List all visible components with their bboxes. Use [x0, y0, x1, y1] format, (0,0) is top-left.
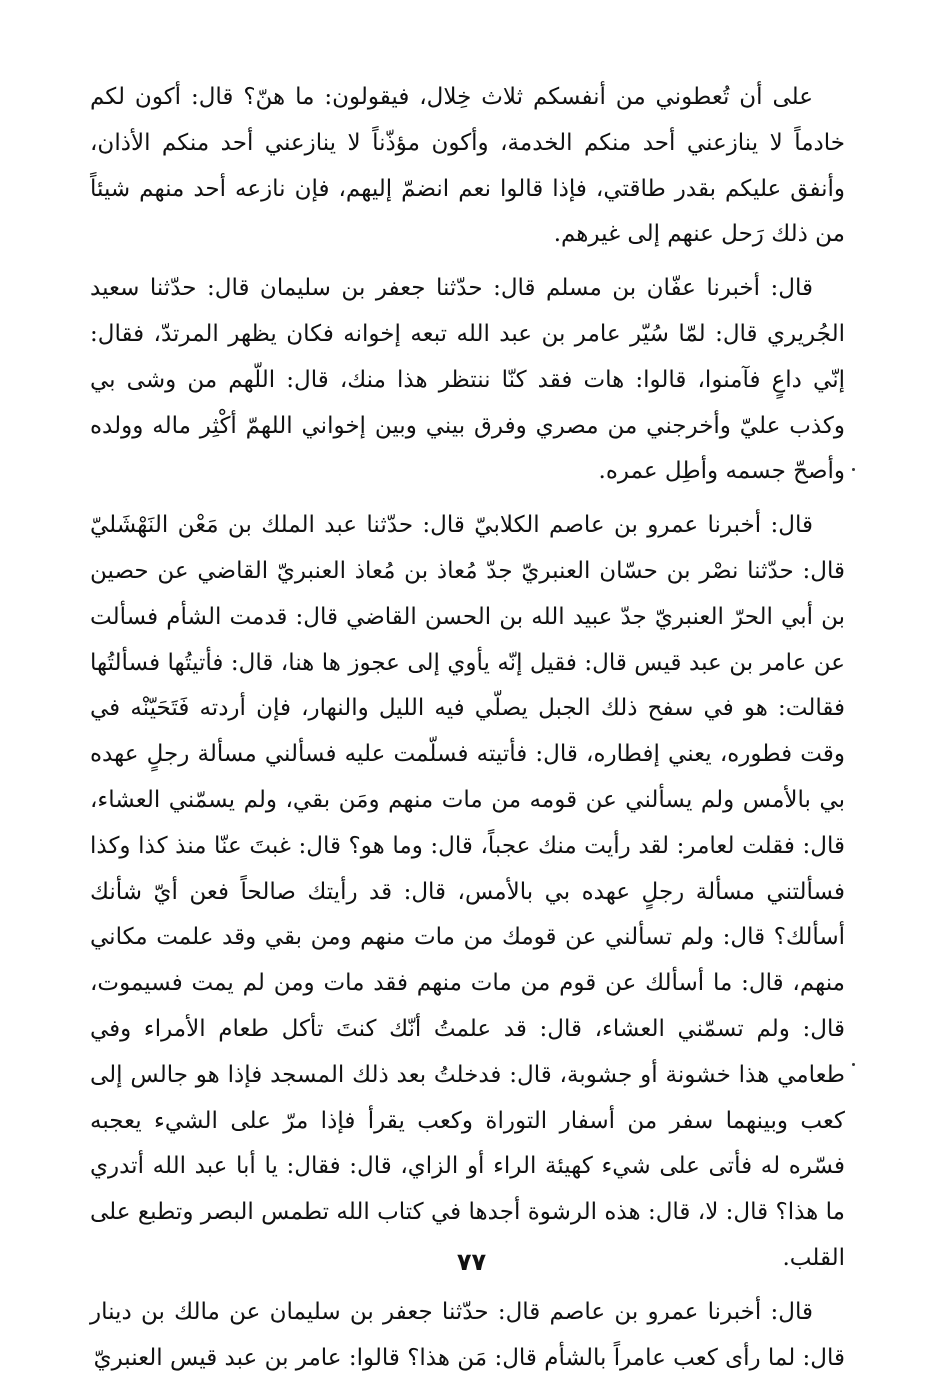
page-number: ٧٧: [456, 1248, 487, 1276]
paragraph-1: على أن تُعطوني من أنفسكم ثلاث خِلال، فيقولون: ما هنّ؟ قال: أكون لكم خادماً لا ينازعني أحد منكم الخدمة، وأكون مؤذّناً لا ينازعني أحد منكم الأذان، وأنفق عليكم بقدر طاقتي، فإذا قالوا نعم انضمّ إليهم، فإن نازعه أحد منهم شيئاً من ذلك رَحل عنهم إلى غيرهم.: [90, 84, 845, 248]
page-body: [90, 75, 845, 1381]
paragraph-4: قال: أخبرنا عمرو بن عاصم قال: حدّثنا جعفر بن سليمان عن مالك بن دينار قال: لما رأى كعب عامراً بالشأم قال: مَن هذا؟ قالوا: عامر بن عبد قيس العنبريّ: [90, 1298, 845, 1371]
scan-speck: [852, 468, 855, 471]
scan-speck: [852, 1063, 855, 1066]
paragraph-2: قال: أخبرنا عفّان بن مسلم قال: حدّثنا جعفر بن سليمان قال: حدّثنا سعيد الجُريري قال: لمّا سُيّر عامر بن عبد الله تبعه إخوانه فكان يظهر المرتدّ، فقال: إنّي داعٍ فآمنوا، قالوا: هات فقد كنّا ننتظر هذا منك، قال: اللّهم من وشى بي وكذب عليّ وأخرجني من مصري وفرق بيني وبين إخواني اللهمّ أكْثِر ماله وولده وأصحّ جسمه وأطِل عمره.: [90, 275, 845, 485]
paragraph-3: قال: أخبرنا عمرو بن عاصم الكلابيّ قال: حدّثنا عبد الملك بن مَعْن النَهْشَليّ قال: حدّثنا نصْر بن حسّان العنبريّ جدّ مُعاذ بن مُعاذ العنبريّ القاضي عن حصين بن أبي الحرّ العنبريّ جدّ عبيد الله بن الحسن القاضي قال: قدمت الشأم فسألت عن عامر بن عبد قيس قال: فقيل إنّه يأوي إلى عجوز ها هنا، قال: فأتيتُها فسألتُها فقالت: هو في سفح ذلك الجبل يصلّي فيه الليل والنهار، فإن أردته فَتَحَيّنْه في وقت فطوره، يعني إفطاره، قال: فأتيته فسلّمت عليه فسألني مسألة رجلٍ عهده بي بالأمس ولم يسألني عن قومه من مات منهم ومَن بقي، ولم يسمّني العشاء، قال: فقلت لعامر: لقد رأيت منك عجباً، قال: وما هو؟ قال: غبتَ عنّا منذ كذا وكذا فسألتني مسألة رجلٍ عهده بي بالأمس، قال: قد رأيتك صالحاً فعن أيّ شأنك أسألك؟ قال: ولم تسألني عن قومك من مات منهم ومن بقي وقد علمت مكاني منهم، قال: ما أسألك عن قوم من مات منهم فقد مات ومن لم يمت فسيموت، قال: ولم تسمّني العشاء، قال: قد علمتُ أنّك كنتَ تأكل طعام الأمراء وفي طعامي هذا خشونة أو جشوبة، قال: فدخلتُ بعد ذلك المسجد فإذا هو جالس إلى كعب وبينهما سفر من أسفار التوراة وكعب يقرأ فإذا مرّ على الشيء يعجبه فسّره له فأتى على شيء كهيئة الراء أو الزاي، قال: فقال: يا أبا عبد الله أتدري ما هذا؟ قال: لا، قال: هذه الرشوة أجدها في كتاب الله تطمس البصر وتطبع على القلب.: [90, 512, 845, 1271]
